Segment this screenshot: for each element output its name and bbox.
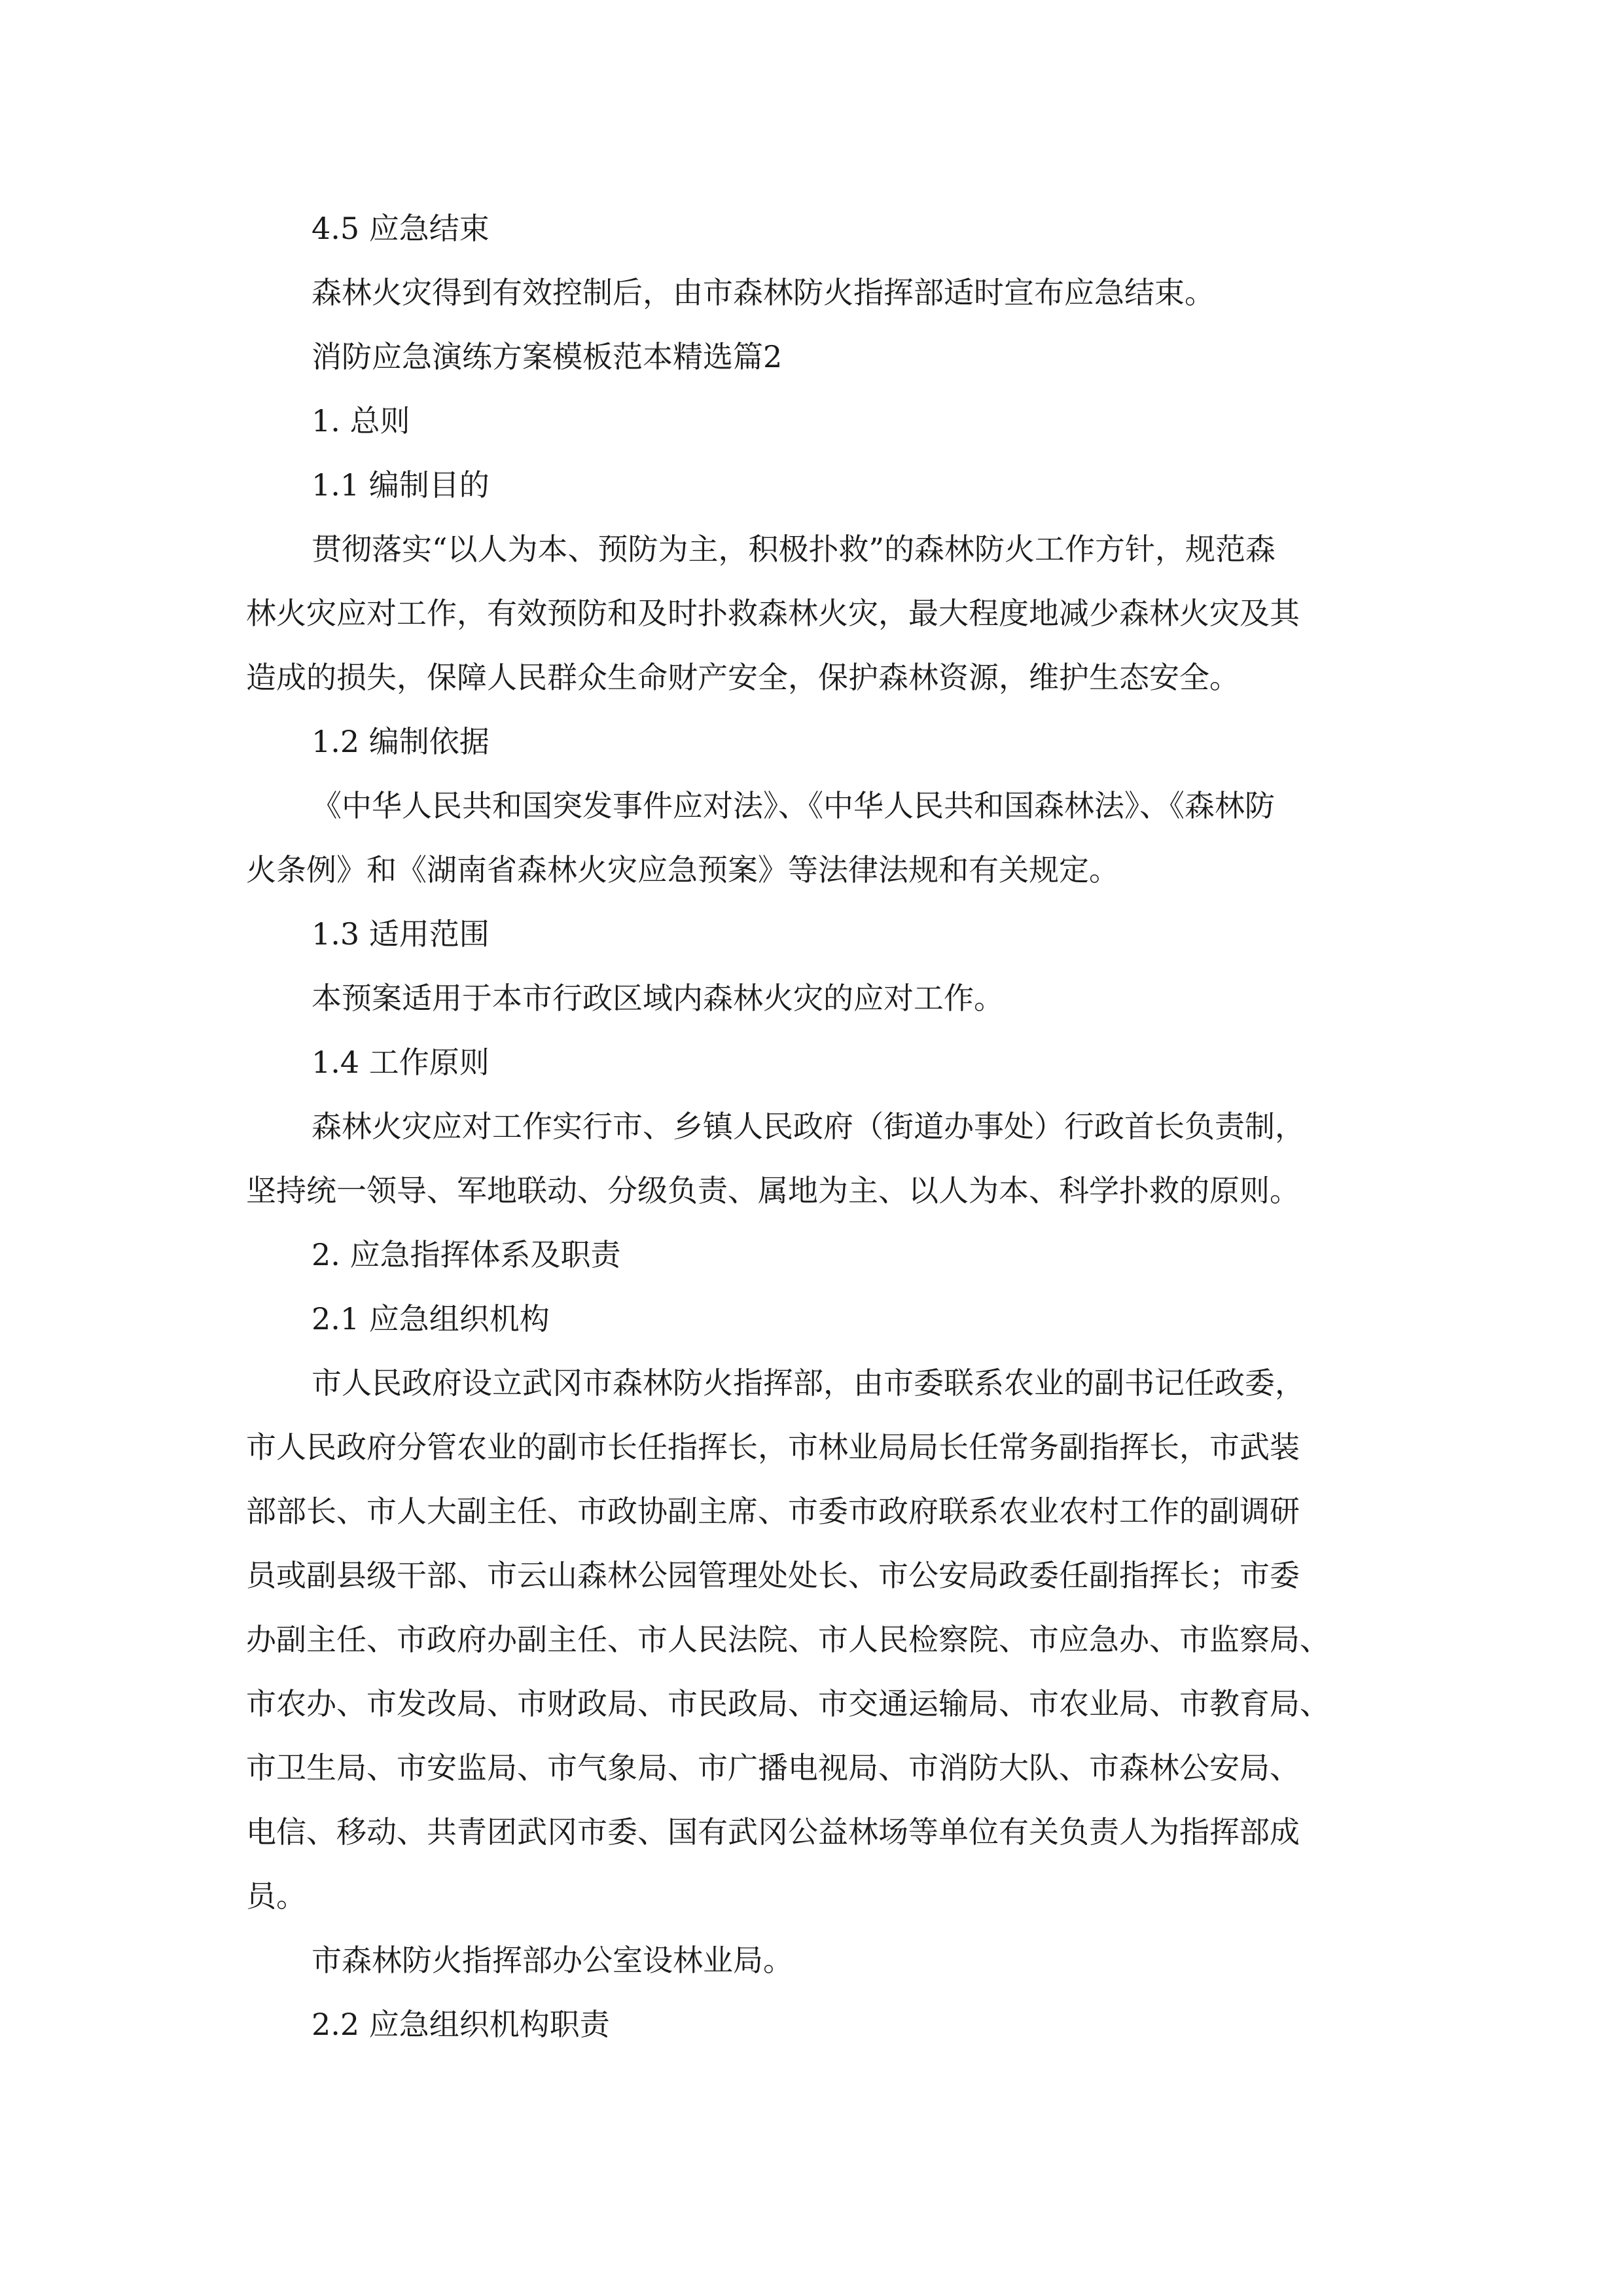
- text-line: 贯彻落实“以人为本、预防为主，积极扑救”的森林防火工作方针，规范森: [312, 531, 1276, 567]
- section-heading-1-1: [246, 453, 1399, 517]
- text-line: 市卫生局、市安监局、市气象局、市广播电视局、市消防大队、市森林公安局、: [246, 1750, 1300, 1785]
- section-heading-1-2: [246, 709, 1399, 774]
- text-line: 电信、移动、共青团武冈市委、国有武冈公益林场等单位有关负责人为指挥部成: [246, 1814, 1300, 1850]
- document-body: [246, 196, 1399, 2056]
- text-line: 2. 应急指挥体系及职责: [312, 1237, 621, 1272]
- text-line: 《中华人民共和国突发事件应对法》、《中华人民共和国森林法》、《森林防: [312, 788, 1275, 823]
- section-heading-2: [246, 1223, 1399, 1287]
- section-heading-2-2: [246, 1992, 1399, 2056]
- text-line: 1.2 编制依据: [312, 724, 490, 759]
- document-subtitle: [246, 325, 1399, 389]
- text-line: 1.3 适用范围: [312, 916, 490, 952]
- text-line: 市农办、市发改局、市财政局、市民政局、市交通运输局、市农业局、市教育局、: [246, 1686, 1330, 1721]
- paragraph-principles: [246, 1094, 1399, 1223]
- text-line: 4.5 应急结束: [312, 211, 490, 246]
- section-heading-4-5: [246, 196, 1399, 260]
- section-heading-1: [246, 389, 1399, 453]
- text-line: 市人民政府分管农业的副市长任指挥长，市林业局局长任常务副指挥长，市武装: [246, 1429, 1300, 1465]
- text-line: 坚持统一领导、军地联动、分级负责、属地为主、以人为本、科学扑救的原则。: [246, 1173, 1300, 1208]
- text-line: 2.1 应急组织机构: [312, 1301, 550, 1336]
- text-line: 消防应急演练方案模板范本精选篇2: [312, 339, 783, 374]
- text-line: 林火灾应对工作，有效预防和及时扑救森林火灾，最大程度地减少森林火灾及其: [246, 596, 1300, 631]
- text-line: 1. 总则: [312, 403, 410, 439]
- text-line: 员或副县级干部、市云山森林公园管理处处长、市公安局政委任副指挥长；市委: [246, 1558, 1300, 1593]
- section-heading-1-3: [246, 902, 1399, 966]
- text-line: 2.2 应急组织机构职责: [312, 2007, 610, 2042]
- text-line: 1.1 编制目的: [312, 467, 490, 503]
- paragraph-emergency-end: [246, 260, 1399, 325]
- text-line: 市人民政府设立武冈市森林防火指挥部，由市委联系农业的副书记任政委，: [312, 1365, 1305, 1401]
- text-line: 本预案适用于本市行政区域内森林火灾的应对工作。: [312, 980, 1004, 1016]
- text-line: 员。: [246, 1878, 306, 1914]
- text-line: 市森林防火指挥部办公室设林业局。: [312, 1943, 793, 1978]
- section-heading-1-4: [246, 1030, 1399, 1094]
- paragraph-basis: [246, 774, 1399, 902]
- paragraph-organization: [246, 1351, 1399, 1928]
- text-line: 1.4 工作原则: [312, 1045, 490, 1080]
- text-line: 火条例》和《湖南省森林火灾应急预案》等法律法规和有关规定。: [246, 852, 1119, 888]
- paragraph-purpose: [246, 517, 1399, 709]
- text-line: 部部长、市人大副主任、市政协副主席、市委市政府联系农业农村工作的副调研: [246, 1494, 1300, 1529]
- paragraph-office: [246, 1928, 1399, 1992]
- text-line: 森林火灾应对工作实行市、乡镇人民政府（街道办事处）行政首长负责制，: [312, 1109, 1305, 1144]
- section-heading-2-1: [246, 1287, 1399, 1351]
- text-line: 森林火灾得到有效控制后，由市森林防火指挥部适时宣布应急结束。: [312, 275, 1215, 310]
- text-line: 造成的损失，保障人民群众生命财产安全，保护森林资源，维护生态安全。: [246, 660, 1240, 695]
- text-line: 办副主任、市政府办副主任、市人民法院、市人民检察院、市应急办、市监察局、: [246, 1622, 1330, 1657]
- paragraph-scope: [246, 966, 1399, 1030]
